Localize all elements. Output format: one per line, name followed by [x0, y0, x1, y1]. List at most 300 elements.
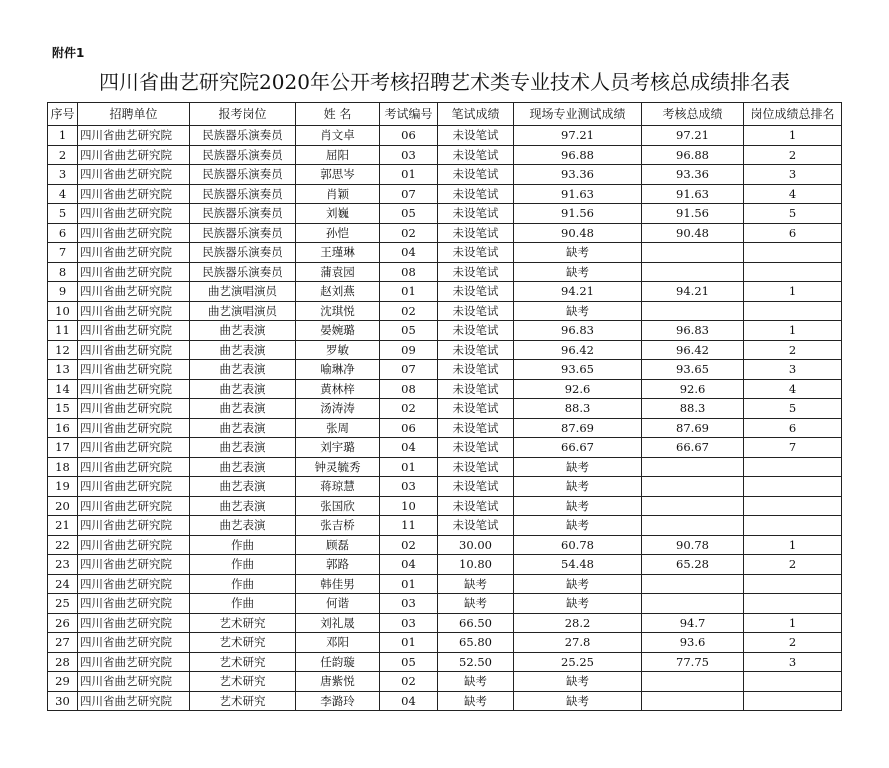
cell-total: 90.48 — [642, 223, 744, 243]
cell-name: 刘礼晟 — [296, 613, 380, 633]
cell-index: 29 — [48, 672, 78, 692]
cell-name: 张周 — [296, 418, 380, 438]
cell-onsite: 缺考 — [514, 301, 642, 321]
cell-written: 未设笔试 — [438, 301, 514, 321]
table-body — [48, 126, 842, 711]
cell-written: 未设笔试 — [438, 321, 514, 341]
cell-rank — [744, 262, 842, 282]
cell-position: 民族器乐演奏员 — [190, 204, 296, 224]
cell-unit: 四川省曲艺研究院 — [78, 321, 190, 341]
cell-exam-no: 03 — [380, 145, 438, 165]
cell-onsite: 缺考 — [514, 477, 642, 497]
cell-exam-no: 05 — [380, 204, 438, 224]
col-header-index: 序号 — [48, 103, 78, 126]
cell-name: 黄林梓 — [296, 379, 380, 399]
cell-written: 未设笔试 — [438, 457, 514, 477]
cell-written: 未设笔试 — [438, 496, 514, 516]
cell-index: 21 — [48, 516, 78, 536]
cell-onsite: 92.6 — [514, 379, 642, 399]
cell-name: 邓阳 — [296, 633, 380, 653]
cell-index: 16 — [48, 418, 78, 438]
cell-exam-no: 10 — [380, 496, 438, 516]
cell-total — [642, 477, 744, 497]
table-row — [48, 282, 842, 302]
cell-onsite: 缺考 — [514, 496, 642, 516]
cell-rank — [744, 594, 842, 614]
cell-name: 沈琪悦 — [296, 301, 380, 321]
cell-unit: 四川省曲艺研究院 — [78, 672, 190, 692]
cell-position: 民族器乐演奏员 — [190, 262, 296, 282]
cell-index: 23 — [48, 555, 78, 575]
cell-name: 蒋琼慧 — [296, 477, 380, 497]
cell-unit: 四川省曲艺研究院 — [78, 516, 190, 536]
cell-onsite: 91.63 — [514, 184, 642, 204]
cell-exam-no: 02 — [380, 535, 438, 555]
cell-written: 未设笔试 — [438, 223, 514, 243]
cell-exam-no: 03 — [380, 477, 438, 497]
col-header-onsite: 现场专业测试成绩 — [514, 103, 642, 126]
table-row — [48, 477, 842, 497]
cell-written: 未设笔试 — [438, 145, 514, 165]
table-row — [48, 360, 842, 380]
cell-unit: 四川省曲艺研究院 — [78, 594, 190, 614]
cell-total: 94.7 — [642, 613, 744, 633]
cell-written: 未设笔试 — [438, 126, 514, 146]
cell-name: 李潞玲 — [296, 691, 380, 711]
cell-exam-no: 02 — [380, 223, 438, 243]
table-row — [48, 574, 842, 594]
cell-total: 87.69 — [642, 418, 744, 438]
cell-written: 未设笔试 — [438, 418, 514, 438]
cell-unit: 四川省曲艺研究院 — [78, 379, 190, 399]
cell-name: 钟灵毓秀 — [296, 457, 380, 477]
table-row — [48, 184, 842, 204]
table-row — [48, 223, 842, 243]
cell-exam-no: 07 — [380, 184, 438, 204]
cell-total — [642, 516, 744, 536]
table-row — [48, 321, 842, 341]
cell-onsite: 94.21 — [514, 282, 642, 302]
cell-rank: 2 — [744, 340, 842, 360]
cell-written: 未设笔试 — [438, 516, 514, 536]
cell-written: 66.50 — [438, 613, 514, 633]
cell-name: 郭思岑 — [296, 165, 380, 185]
cell-written: 缺考 — [438, 672, 514, 692]
cell-name: 张吉桥 — [296, 516, 380, 536]
cell-name: 喻琳净 — [296, 360, 380, 380]
cell-written: 52.50 — [438, 652, 514, 672]
cell-total: 96.88 — [642, 145, 744, 165]
cell-name: 刘宇璐 — [296, 438, 380, 458]
cell-onsite: 缺考 — [514, 243, 642, 263]
cell-total: 93.36 — [642, 165, 744, 185]
table-row — [48, 691, 842, 711]
cell-onsite: 60.78 — [514, 535, 642, 555]
cell-unit: 四川省曲艺研究院 — [78, 184, 190, 204]
cell-total: 96.42 — [642, 340, 744, 360]
cell-exam-no: 08 — [380, 262, 438, 282]
cell-rank: 2 — [744, 555, 842, 575]
cell-onsite: 缺考 — [514, 262, 642, 282]
cell-position: 民族器乐演奏员 — [190, 165, 296, 185]
cell-onsite: 93.36 — [514, 165, 642, 185]
table-row — [48, 496, 842, 516]
col-header-name: 姓 名 — [296, 103, 380, 126]
cell-index: 17 — [48, 438, 78, 458]
cell-written: 缺考 — [438, 691, 514, 711]
cell-index: 15 — [48, 399, 78, 419]
cell-rank — [744, 672, 842, 692]
cell-position: 民族器乐演奏员 — [190, 243, 296, 263]
cell-onsite: 96.88 — [514, 145, 642, 165]
cell-onsite: 缺考 — [514, 594, 642, 614]
cell-total: 93.6 — [642, 633, 744, 653]
cell-total: 77.75 — [642, 652, 744, 672]
cell-index: 6 — [48, 223, 78, 243]
cell-rank: 5 — [744, 204, 842, 224]
cell-index: 12 — [48, 340, 78, 360]
cell-total — [642, 691, 744, 711]
cell-written: 缺考 — [438, 574, 514, 594]
cell-position: 曲艺表演 — [190, 438, 296, 458]
cell-rank: 1 — [744, 282, 842, 302]
table-row — [48, 243, 842, 263]
table-row — [48, 340, 842, 360]
cell-exam-no: 11 — [380, 516, 438, 536]
cell-index: 1 — [48, 126, 78, 146]
table-row — [48, 418, 842, 438]
cell-unit: 四川省曲艺研究院 — [78, 535, 190, 555]
cell-unit: 四川省曲艺研究院 — [78, 301, 190, 321]
cell-rank — [744, 301, 842, 321]
cell-exam-no: 01 — [380, 574, 438, 594]
cell-index: 13 — [48, 360, 78, 380]
cell-written: 未设笔试 — [438, 399, 514, 419]
table-row — [48, 633, 842, 653]
cell-onsite: 28.2 — [514, 613, 642, 633]
cell-onsite: 96.42 — [514, 340, 642, 360]
col-header-unit: 招聘单位 — [78, 103, 190, 126]
cell-onsite: 91.56 — [514, 204, 642, 224]
cell-total — [642, 301, 744, 321]
cell-onsite: 87.69 — [514, 418, 642, 438]
cell-onsite: 97.21 — [514, 126, 642, 146]
cell-rank: 2 — [744, 145, 842, 165]
cell-rank: 3 — [744, 165, 842, 185]
cell-exam-no: 04 — [380, 243, 438, 263]
cell-total: 88.3 — [642, 399, 744, 419]
cell-onsite: 缺考 — [514, 691, 642, 711]
cell-unit: 四川省曲艺研究院 — [78, 457, 190, 477]
cell-total — [642, 672, 744, 692]
table-row — [48, 379, 842, 399]
cell-rank: 2 — [744, 633, 842, 653]
cell-written: 未设笔试 — [438, 438, 514, 458]
cell-name: 郭路 — [296, 555, 380, 575]
cell-total: 93.65 — [642, 360, 744, 380]
cell-written: 未设笔试 — [438, 204, 514, 224]
cell-exam-no: 04 — [380, 438, 438, 458]
table-row — [48, 126, 842, 146]
cell-position: 作曲 — [190, 555, 296, 575]
cell-onsite: 90.48 — [514, 223, 642, 243]
cell-total — [642, 262, 744, 282]
cell-index: 27 — [48, 633, 78, 653]
col-header-position: 报考岗位 — [190, 103, 296, 126]
cell-total — [642, 594, 744, 614]
cell-index: 26 — [48, 613, 78, 633]
page-title: 四川省曲艺研究院2020年公开考核招聘艺术类专业技术人员考核总成绩排名表 — [99, 70, 790, 94]
cell-onsite: 缺考 — [514, 574, 642, 594]
cell-total — [642, 243, 744, 263]
cell-exam-no: 08 — [380, 379, 438, 399]
cell-unit: 四川省曲艺研究院 — [78, 223, 190, 243]
cell-exam-no: 06 — [380, 418, 438, 438]
cell-unit: 四川省曲艺研究院 — [78, 340, 190, 360]
cell-written: 10.80 — [438, 555, 514, 575]
table-row — [48, 555, 842, 575]
cell-written: 未设笔试 — [438, 477, 514, 497]
cell-rank: 6 — [744, 223, 842, 243]
cell-position: 艺术研究 — [190, 613, 296, 633]
cell-unit: 四川省曲艺研究院 — [78, 399, 190, 419]
cell-total: 90.78 — [642, 535, 744, 555]
cell-name: 王瑾琳 — [296, 243, 380, 263]
header-row — [48, 103, 842, 126]
table-row — [48, 613, 842, 633]
cell-rank: 7 — [744, 438, 842, 458]
table-row — [48, 438, 842, 458]
cell-unit: 四川省曲艺研究院 — [78, 574, 190, 594]
cell-position: 曲艺表演 — [190, 321, 296, 341]
cell-index: 9 — [48, 282, 78, 302]
cell-exam-no: 01 — [380, 165, 438, 185]
cell-rank — [744, 691, 842, 711]
cell-position: 作曲 — [190, 535, 296, 555]
cell-total: 91.63 — [642, 184, 744, 204]
cell-index: 19 — [48, 477, 78, 497]
cell-total — [642, 457, 744, 477]
cell-onsite: 27.8 — [514, 633, 642, 653]
cell-position: 曲艺表演 — [190, 379, 296, 399]
cell-written: 未设笔试 — [438, 243, 514, 263]
cell-index: 24 — [48, 574, 78, 594]
cell-rank: 4 — [744, 184, 842, 204]
cell-total: 94.21 — [642, 282, 744, 302]
col-header-written: 笔试成绩 — [438, 103, 514, 126]
cell-onsite: 66.67 — [514, 438, 642, 458]
cell-written: 30.00 — [438, 535, 514, 555]
cell-exam-no: 04 — [380, 555, 438, 575]
cell-written: 未设笔试 — [438, 379, 514, 399]
cell-index: 28 — [48, 652, 78, 672]
cell-position: 曲艺演唱演员 — [190, 301, 296, 321]
cell-onsite: 96.83 — [514, 321, 642, 341]
table-row — [48, 165, 842, 185]
cell-written: 65.80 — [438, 633, 514, 653]
cell-name: 唐紫悦 — [296, 672, 380, 692]
cell-name: 屈阳 — [296, 145, 380, 165]
cell-exam-no: 03 — [380, 613, 438, 633]
cell-exam-no: 01 — [380, 282, 438, 302]
cell-unit: 四川省曲艺研究院 — [78, 652, 190, 672]
cell-unit: 四川省曲艺研究院 — [78, 360, 190, 380]
cell-total: 65.28 — [642, 555, 744, 575]
cell-unit: 四川省曲艺研究院 — [78, 633, 190, 653]
cell-unit: 四川省曲艺研究院 — [78, 691, 190, 711]
cell-rank — [744, 574, 842, 594]
cell-index: 2 — [48, 145, 78, 165]
cell-exam-no: 02 — [380, 672, 438, 692]
cell-position: 曲艺表演 — [190, 418, 296, 438]
cell-onsite: 25.25 — [514, 652, 642, 672]
cell-position: 曲艺表演 — [190, 477, 296, 497]
table-row — [48, 399, 842, 419]
cell-index: 3 — [48, 165, 78, 185]
cell-position: 民族器乐演奏员 — [190, 126, 296, 146]
cell-rank — [744, 516, 842, 536]
cell-unit: 四川省曲艺研究院 — [78, 555, 190, 575]
cell-exam-no: 06 — [380, 126, 438, 146]
table-row — [48, 516, 842, 536]
cell-index: 25 — [48, 594, 78, 614]
cell-position: 曲艺演唱演员 — [190, 282, 296, 302]
cell-rank: 3 — [744, 360, 842, 380]
cell-unit: 四川省曲艺研究院 — [78, 262, 190, 282]
cell-total — [642, 496, 744, 516]
cell-exam-no: 05 — [380, 321, 438, 341]
cell-exam-no: 01 — [380, 457, 438, 477]
cell-exam-no: 02 — [380, 399, 438, 419]
cell-name: 刘巍 — [296, 204, 380, 224]
cell-unit: 四川省曲艺研究院 — [78, 282, 190, 302]
cell-total: 96.83 — [642, 321, 744, 341]
cell-exam-no: 09 — [380, 340, 438, 360]
cell-name: 何谐 — [296, 594, 380, 614]
cell-unit: 四川省曲艺研究院 — [78, 145, 190, 165]
cell-written: 未设笔试 — [438, 262, 514, 282]
cell-total — [642, 574, 744, 594]
cell-position: 艺术研究 — [190, 633, 296, 653]
cell-name: 韩佳男 — [296, 574, 380, 594]
cell-index: 8 — [48, 262, 78, 282]
cell-position: 艺术研究 — [190, 691, 296, 711]
cell-total: 91.56 — [642, 204, 744, 224]
table-row — [48, 457, 842, 477]
cell-written: 未设笔试 — [438, 165, 514, 185]
cell-rank: 1 — [744, 126, 842, 146]
cell-exam-no: 07 — [380, 360, 438, 380]
cell-index: 11 — [48, 321, 78, 341]
cell-total: 97.21 — [642, 126, 744, 146]
cell-position: 曲艺表演 — [190, 399, 296, 419]
cell-position: 艺术研究 — [190, 652, 296, 672]
cell-written: 缺考 — [438, 594, 514, 614]
cell-name: 罗敏 — [296, 340, 380, 360]
col-header-total: 考核总成绩 — [642, 103, 744, 126]
cell-unit: 四川省曲艺研究院 — [78, 496, 190, 516]
cell-name: 汤涛涛 — [296, 399, 380, 419]
cell-rank: 1 — [744, 613, 842, 633]
cell-written: 未设笔试 — [438, 184, 514, 204]
cell-rank: 3 — [744, 652, 842, 672]
cell-index: 30 — [48, 691, 78, 711]
cell-position: 曲艺表演 — [190, 516, 296, 536]
cell-index: 10 — [48, 301, 78, 321]
cell-index: 22 — [48, 535, 78, 555]
cell-onsite: 93.65 — [514, 360, 642, 380]
cell-onsite: 缺考 — [514, 457, 642, 477]
cell-name: 蒲袁园 — [296, 262, 380, 282]
cell-exam-no: 02 — [380, 301, 438, 321]
attachment-label: 附件1 — [52, 46, 85, 60]
cell-unit: 四川省曲艺研究院 — [78, 204, 190, 224]
table-row — [48, 594, 842, 614]
cell-written: 未设笔试 — [438, 282, 514, 302]
results-table — [47, 102, 842, 711]
cell-name: 肖文卓 — [296, 126, 380, 146]
table-row — [48, 204, 842, 224]
table-row — [48, 301, 842, 321]
cell-position: 民族器乐演奏员 — [190, 184, 296, 204]
cell-index: 20 — [48, 496, 78, 516]
cell-index: 14 — [48, 379, 78, 399]
cell-position: 民族器乐演奏员 — [190, 145, 296, 165]
cell-unit: 四川省曲艺研究院 — [78, 613, 190, 633]
cell-name: 张国欣 — [296, 496, 380, 516]
cell-rank — [744, 496, 842, 516]
cell-rank: 5 — [744, 399, 842, 419]
cell-index: 4 — [48, 184, 78, 204]
cell-name: 顾磊 — [296, 535, 380, 555]
cell-name: 晏婉璐 — [296, 321, 380, 341]
cell-unit: 四川省曲艺研究院 — [78, 243, 190, 263]
cell-position: 民族器乐演奏员 — [190, 223, 296, 243]
cell-unit: 四川省曲艺研究院 — [78, 126, 190, 146]
cell-exam-no: 04 — [380, 691, 438, 711]
cell-index: 18 — [48, 457, 78, 477]
cell-rank — [744, 243, 842, 263]
cell-position: 作曲 — [190, 574, 296, 594]
cell-unit: 四川省曲艺研究院 — [78, 438, 190, 458]
cell-exam-no: 05 — [380, 652, 438, 672]
cell-onsite: 54.48 — [514, 555, 642, 575]
cell-total: 92.6 — [642, 379, 744, 399]
cell-onsite: 缺考 — [514, 516, 642, 536]
cell-position: 艺术研究 — [190, 672, 296, 692]
cell-name: 孙恺 — [296, 223, 380, 243]
col-header-rank: 岗位成绩总排名 — [744, 103, 842, 126]
cell-rank: 6 — [744, 418, 842, 438]
table-row — [48, 672, 842, 692]
table-row — [48, 262, 842, 282]
cell-written: 未设笔试 — [438, 360, 514, 380]
table-row — [48, 535, 842, 555]
cell-total: 66.67 — [642, 438, 744, 458]
cell-rank — [744, 457, 842, 477]
cell-position: 曲艺表演 — [190, 360, 296, 380]
cell-written: 未设笔试 — [438, 340, 514, 360]
cell-rank — [744, 477, 842, 497]
cell-name: 肖颖 — [296, 184, 380, 204]
cell-unit: 四川省曲艺研究院 — [78, 477, 190, 497]
cell-position: 曲艺表演 — [190, 340, 296, 360]
table-row — [48, 652, 842, 672]
cell-rank: 1 — [744, 535, 842, 555]
cell-index: 5 — [48, 204, 78, 224]
cell-position: 曲艺表演 — [190, 457, 296, 477]
cell-exam-no: 01 — [380, 633, 438, 653]
